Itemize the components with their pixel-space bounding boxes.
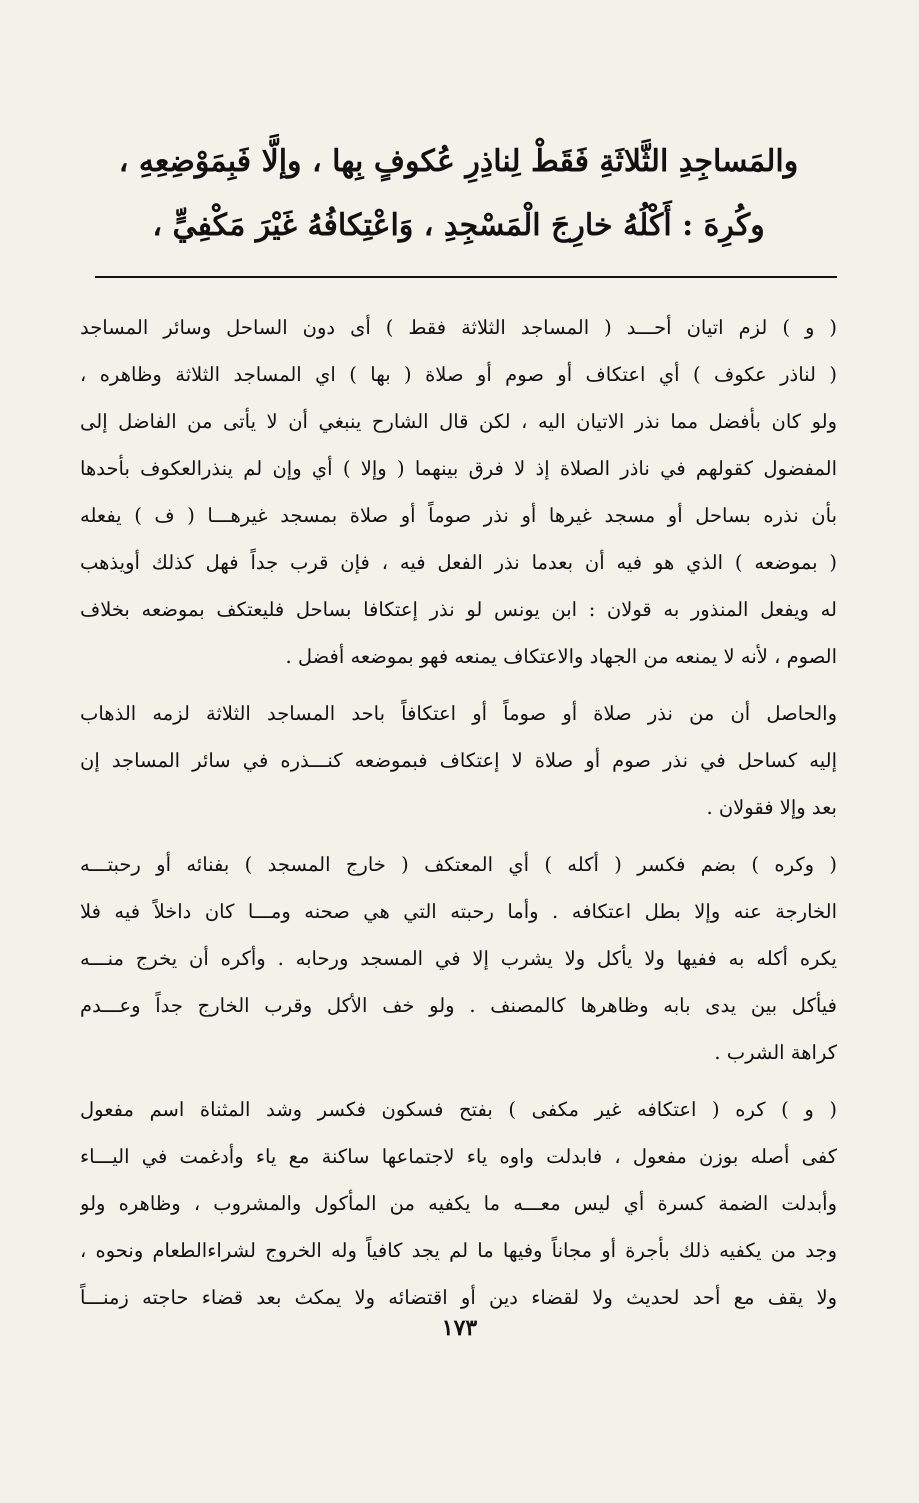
- matn-line: والمَساجِدِ الثَّلاثَةِ فَقَطْ لِناذِرِ عُكوفٍ بِها ، وإلَّا فَبِمَوْضِعِهِ ،: [118, 144, 799, 179]
- separator-rule: [95, 276, 837, 278]
- text-line: فيأكل بين يدى بابه وظاهرها كالمصنف . ولو خف الأكل وقرب الخارج جداً وعـــدم: [80, 994, 837, 1017]
- text-line: ( لناذر عكوف ) أي اعتكاف أو صوم أو صلاة ( بها ) اي المساجد الثلاثة وظاهره ،: [80, 363, 837, 386]
- text-line: المفضول كقولهم في ناذر الصلاة إذ لا فرق بينهما ( وإلا ) أي وإن لم ينذرالعكوف بأحدها: [80, 457, 837, 480]
- text-line: ( بموضعه ) الذي هو فيه أن بعدما نذر الفعل فيه ، فإن قرب جداً فهل كذلك أويذهب: [80, 551, 837, 574]
- text-line: بعد وإلا فقولان .: [706, 796, 837, 819]
- commentary-paragraph: [80, 841, 837, 1076]
- commentary-paragraph: [80, 690, 837, 831]
- text-line: ولا يقف مع أحد لحديث ولا لقضاء دين أو اقتضائه ولا يمكث بعد قضاء حاجته زمنـــاً: [80, 1286, 837, 1309]
- page-number: ١٧٣: [441, 1315, 478, 1341]
- text-line: ( وكره ) بضم فكسر ( أكله ) أي المعتكف ( خارج المسجد ) بفنائه أو رحبتـــه: [80, 853, 837, 876]
- commentary-paragraph: [80, 304, 837, 680]
- text-line: إليه كساحل في نذر صوم أو صلاة لا إعتكاف فبموضعه كنـــذره في سائر المساجد إن: [80, 749, 837, 772]
- matn-text: [80, 130, 837, 258]
- text-line: الخارجة عنه وإلا بطل اعتكافه . وأما رحبته التي هي صحنه ومـــا كان داخلاً فيه فلا: [80, 900, 837, 923]
- text-line: يكره أكله به ففيها ولا يأكل ولا يشرب إلا في المسجد ورحابه . وأكره أن يخرج منـــه: [80, 947, 837, 970]
- text-line: بأن نذره بساحل أو مسجد غيرها أو نذر صوماً أو صلاة بمسجد غيرهـــا ( ف ) يفعله: [80, 504, 837, 527]
- text-line: الصوم ، لأنه لا يمنعه من الجهاد والاعتكاف يمنعه فهو بموضعه أفضل .: [285, 645, 837, 668]
- matn-line: وكُرِهَ : أَكْلُهُ خارِجَ الْمَسْجِدِ ، وَاعْتِكافُهُ غَيْرَ مَكْفِيٍّ ،: [152, 208, 765, 243]
- text-line: كفى أصله بوزن مفعول ، فابدلت واوه ياء لاجتماعها ساكنة مع ياء وأدغمت في اليـــاء: [80, 1145, 837, 1168]
- text-line: ( و ) لزم اتيان أحـــد ( المساجد الثلاثة فقط ) أى دون الساحل وسائر المساجد: [80, 316, 837, 339]
- text-line: له ويفعل المنذور به قولان : ابن يونس لو نذر إعتكافا بساحل فليعتكف بموضعه بخلاف: [80, 598, 837, 621]
- commentary-paragraph: [80, 1086, 837, 1321]
- text-line: ولو كان بأفضل مما نذر الاتيان اليه ، لكن قال الشارح ينبغي أن لا يأتى من الفاضل إلى: [80, 410, 837, 433]
- text-line: ( و ) كره ( اعتكافه غير مكفى ) بفتح فسكون فكسر وشد المثناة اسم مفعول: [80, 1098, 837, 1121]
- text-line: وأبدلت الضمة كسرة أي ليس معـــه ما يكفيه من المأكول والمشروب ، وظاهره ولو: [80, 1192, 837, 1215]
- text-line: والحاصل أن من نذر صلاة أو صوماً أو اعتكافاً باحد المساجد الثلاثة لزمه الذهاب: [80, 702, 837, 725]
- text-line: كراهة الشرب .: [714, 1041, 837, 1064]
- text-line: وجد من يكفيه ذلك بأجرة أو مجاناً وفيها ما لم يجد كافياً وله الخروج لشراءالطعام ونحوه ،: [80, 1239, 837, 1262]
- document-page: [0, 130, 919, 1503]
